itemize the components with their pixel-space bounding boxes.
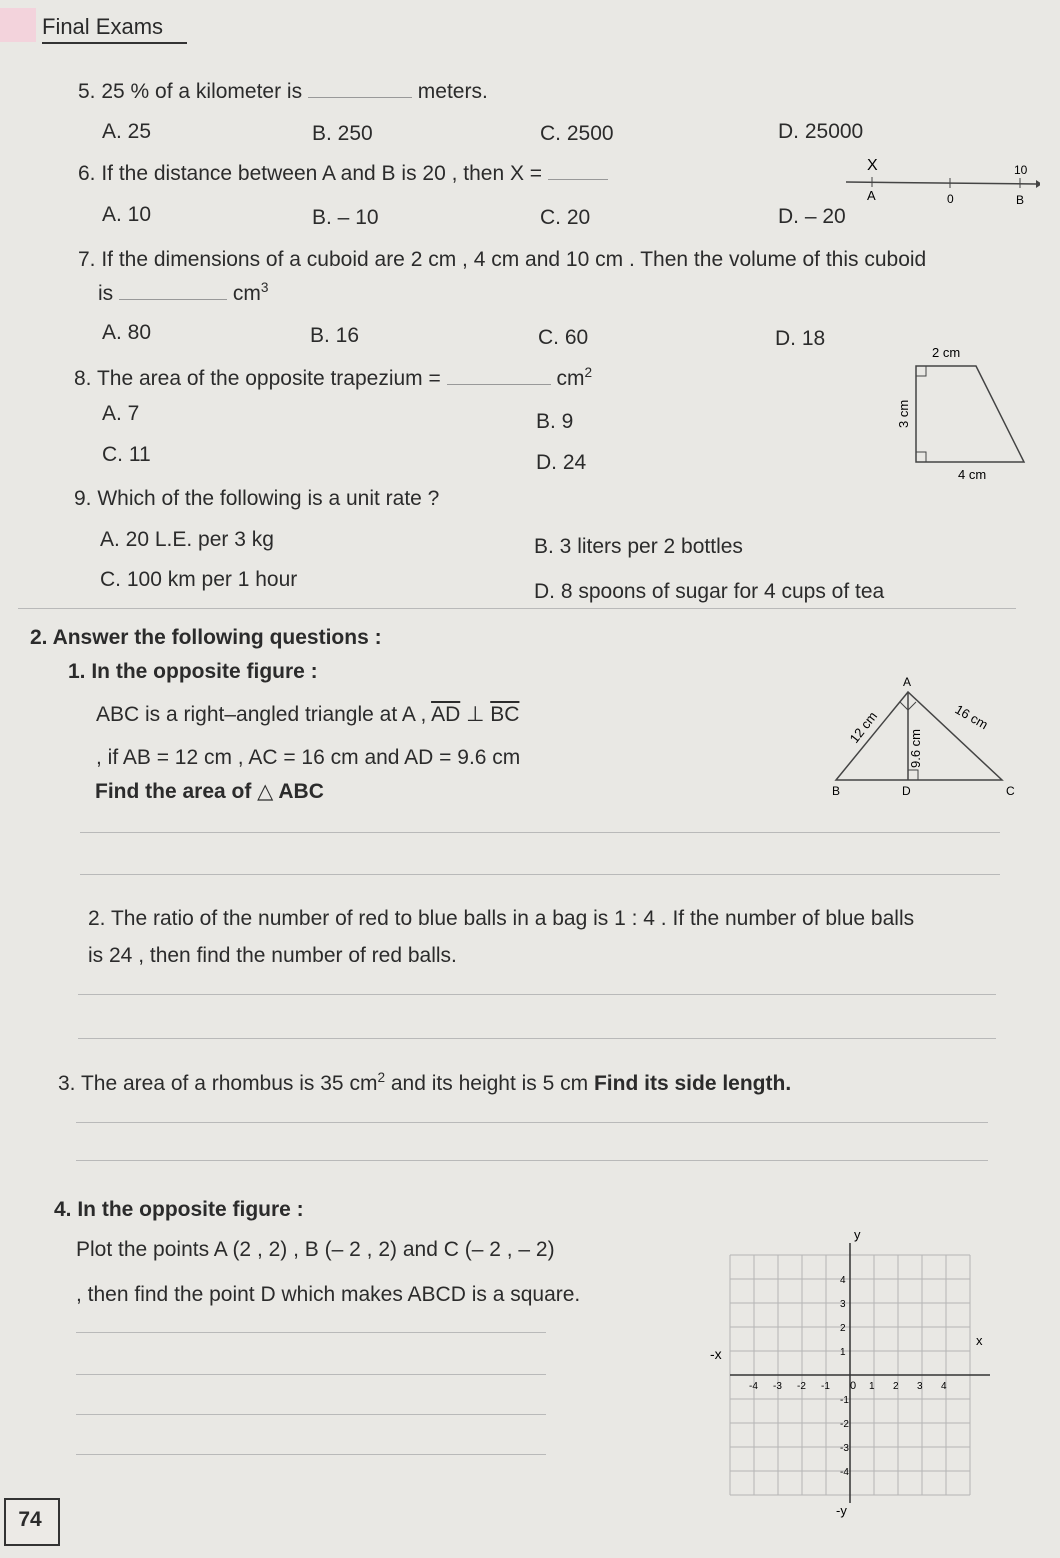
q9-option-c: C. 100 km per 1 hour (100, 568, 298, 591)
vertex-d: D (902, 784, 911, 798)
x-tick-label: -4 (749, 1381, 758, 1392)
label-zero: 0 (947, 192, 954, 206)
question-6 (78, 162, 608, 186)
s2-q2-line-1: 2. The ratio of the number of red to blue balls in a bag is 1 : 4 . If the number of blue balls (88, 907, 915, 930)
q6-stem: 6. If the distance between A and B is 20 , then X = (78, 162, 543, 185)
x-tick-label: 4 (941, 1381, 947, 1392)
y-tick-label: 2 (840, 1323, 846, 1334)
q7-stem-2: is (98, 282, 114, 305)
answer-line (78, 994, 996, 995)
q7-option-d: D. 18 (775, 327, 826, 350)
vertex-c: C (1006, 784, 1015, 798)
x-tick-label: -3 (773, 1381, 782, 1392)
q7-option-b: B. 16 (310, 324, 360, 347)
answer-line (80, 874, 1000, 875)
label-ten: 10 (1014, 163, 1028, 177)
right-angle-top (916, 366, 926, 376)
right-angle-bottom (916, 452, 926, 462)
label-origin: 0 (850, 1380, 857, 1392)
s2-q3: 3. The area of a rhombus is 35 $cm^2$ and its height is 5 cm Find its side length. (58, 1070, 792, 1095)
q8-stem: 8. The area of the opposite trapezium = (74, 367, 441, 390)
question-8 (74, 365, 592, 391)
label-ad: 9.6 cm (908, 728, 923, 768)
q5-option-c: C. 2500 (540, 122, 614, 145)
segment-bc: $\overline{BC}$ (490, 703, 520, 726)
label-a: A (867, 188, 876, 203)
title-underline (42, 42, 187, 44)
y-tick-label: -4 (840, 1467, 849, 1478)
y-tick-label: -1 (840, 1395, 849, 1406)
q7-option-c: C. 60 (538, 326, 589, 349)
y-tick-label: 3 (840, 1299, 846, 1310)
page-title: Final Exams (42, 14, 164, 39)
label-ab: 12 cm (846, 708, 881, 746)
q7-option-a: A. 80 (102, 321, 152, 344)
section-divider (18, 608, 1016, 609)
x-tick-label: 3 (917, 1381, 923, 1392)
q6-option-b: B. – 10 (312, 206, 379, 229)
label-x: X (867, 157, 878, 174)
label-x: x (976, 1333, 983, 1348)
s2-q4-head: 4. In the opposite figure : (54, 1198, 304, 1221)
q6-blank (548, 179, 608, 180)
page-number: 74 (18, 1508, 42, 1531)
question-5 (78, 80, 488, 104)
q7-blank (119, 299, 227, 300)
number-line-figure (840, 150, 1040, 208)
label-b: B (1016, 193, 1025, 207)
label-height: 3 cm (896, 399, 911, 428)
question-7: 7. If the dimensions of a cuboid are 2 cm , 4 cm and 10 cm . Then the volume of this cuboid (78, 248, 927, 271)
s2-q1-head: 1. In the opposite figure : (68, 660, 318, 683)
q8-option-b: B. 9 (536, 410, 574, 433)
q5-option-b: B. 250 (312, 122, 373, 145)
right-angle-d (908, 770, 918, 780)
s2-q2-line-2: is 24 , then find the number of red balls. (88, 944, 457, 967)
x-tick-label: 2 (893, 1381, 899, 1392)
triangle-figure (820, 672, 1020, 802)
q8-unit: $cm^2$ (556, 365, 593, 390)
trapezium-shape (916, 366, 1024, 462)
vertex-a: A (903, 675, 912, 689)
x-tick-label: -1 (821, 1381, 830, 1392)
header-accent (0, 8, 36, 42)
label-top: 2 cm (932, 345, 961, 360)
q5-stem-b: meters. (417, 80, 488, 103)
y-tick-label: -3 (840, 1443, 849, 1454)
q5-blank (308, 97, 412, 98)
x-tick-label: -2 (797, 1381, 806, 1392)
q6-option-c: C. 20 (540, 206, 591, 229)
vertex-b: B (832, 784, 841, 798)
question-9: 9. Which of the following is a unit rate ? (74, 487, 440, 510)
answer-line (76, 1414, 546, 1415)
x-tick-label: 1 (869, 1381, 875, 1392)
answer-line (76, 1160, 988, 1161)
q8-blank (447, 384, 551, 385)
q9-option-a: A. 20 L.E. per 3 kg (100, 528, 274, 551)
s2-q1-line-2: , if AB = 12 cm , AC = 16 cm and AD = 9.6 cm (96, 746, 521, 769)
section-2-title: 2. Answer the following questions : (30, 626, 382, 649)
y-tick-label: -2 (840, 1419, 849, 1430)
s2-q1-line-1: ABC is a right–angled triangle at A , $\overline{AD}$ ⊥ $\overline{BC}$ (96, 703, 520, 726)
label-neg-x: -x (710, 1346, 722, 1362)
q8-option-d: D. 24 (536, 451, 587, 474)
s2-q4-line-1: Plot the points A (2 , 2) , B (– 2 , 2) and C (– 2 , – 2) (76, 1238, 555, 1261)
label-ac: 16 cm (952, 701, 991, 733)
q7-line-2 (98, 280, 268, 306)
q9-option-d: D. 8 spoons of sugar for 4 cups of tea (534, 580, 885, 603)
answer-line (76, 1374, 546, 1375)
s2-q4-line-2: , then find the point D which makes ABCD is a square. (76, 1283, 581, 1306)
answer-line (80, 832, 1000, 833)
answer-line (76, 1454, 546, 1455)
segment-ad: $\overline{AD}$ (431, 703, 461, 726)
y-tick-label: 4 (840, 1275, 846, 1286)
label-neg-y: -y (836, 1503, 847, 1518)
label-y: y (854, 1227, 861, 1242)
label-bottom: 4 cm (958, 467, 987, 482)
q8-option-c: C. 11 (102, 443, 151, 466)
q7-unit: $cm^3$ (232, 280, 269, 305)
perp-symbol: ⊥ (466, 703, 485, 726)
coordinate-grid (700, 1225, 1010, 1520)
s2-q1-line-3: Find the area of △ ABC (95, 780, 324, 803)
answer-line (76, 1122, 988, 1123)
answer-line (78, 1038, 996, 1039)
trapezium-figure (890, 338, 1035, 483)
q5-stem-a: 5. 25 % of a kilometer is (78, 80, 303, 103)
answer-line (76, 1332, 546, 1333)
s2-q3-instruction: Find its side length. (593, 1072, 792, 1095)
q5-option-d: D. 25000 (778, 120, 864, 143)
y-tick-label: 1 (840, 1347, 846, 1358)
q6-option-d: D. – 20 (778, 205, 846, 228)
q6-option-a: A. 10 (102, 203, 152, 226)
number-line-axis (846, 182, 1036, 184)
number-line-arrow (1036, 180, 1040, 188)
q5-option-a: A. 25 (102, 120, 152, 143)
q9-option-b: B. 3 liters per 2 bottles (534, 535, 743, 558)
q8-option-a: A. 7 (102, 402, 140, 425)
